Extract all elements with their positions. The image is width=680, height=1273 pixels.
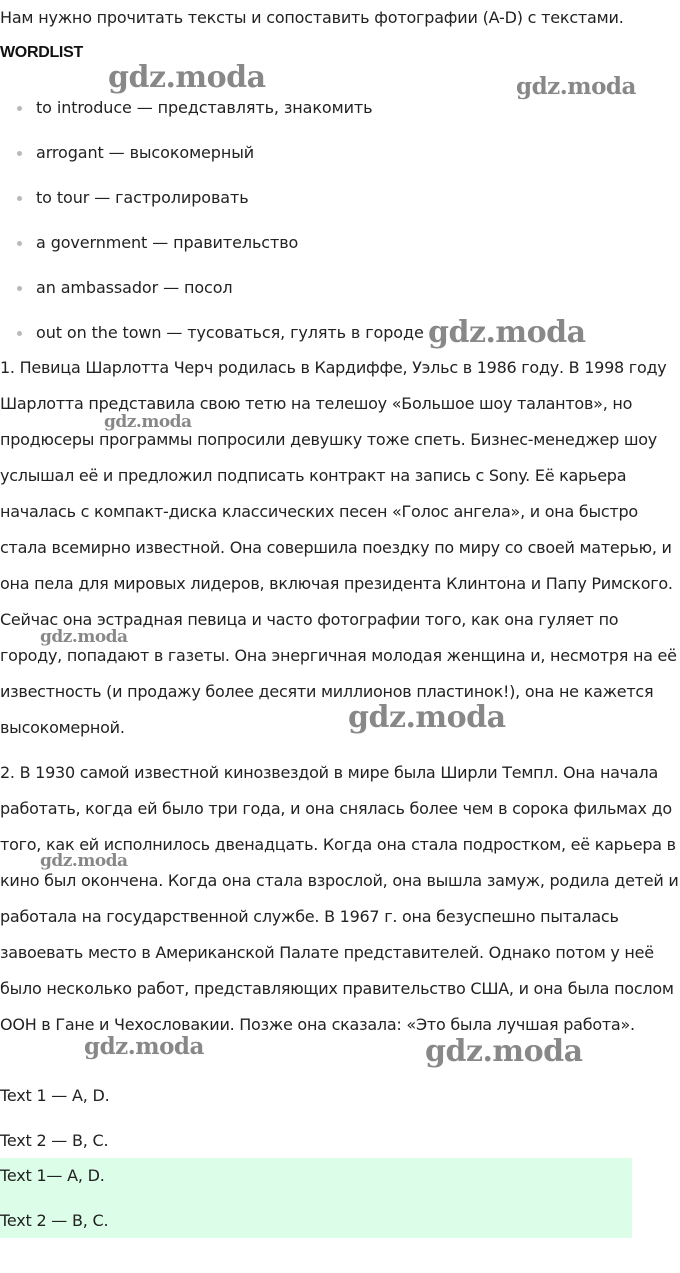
wordlist-item [0,139,424,184]
answer-text-1: Text 1 — A, D. [0,1086,110,1105]
wordlist-item [0,274,424,319]
wordlist-item-text: to introduce — представлять, знакомить [36,98,373,117]
highlighted-answer-text-1: Text 1— A, D. [0,1166,105,1185]
watermark-logo: gdz.moda [516,73,636,100]
watermark-logo: gdz.moda [108,60,266,95]
intro-text: Нам нужно прочитать тексты и сопоставить фотографии (A-D) с текстами. [0,8,624,27]
answer-text-2: Text 2 — B, C. [0,1131,109,1150]
wordlist-heading: WORDLIST [0,44,83,61]
bullet-icon [17,286,22,291]
watermark-logo: gdz.moda [348,700,506,735]
watermark-logo: gdz.moda [40,851,128,871]
highlighted-answer-text-2: Text 2 — B, C. [0,1211,109,1230]
watermark-logo: gdz.moda [425,1034,583,1069]
wordlist-item-text: a government — правительство [36,233,299,252]
wordlist-item [0,184,424,229]
wordlist-item [0,229,424,274]
text-2-paragraph: 2. В 1930 самой известной кинозвездой в мире была Ширли Темпл. Она начала работать, когда ей было три года, и она снялась более чем в сорока фильмах до того, как ей исполнилось двенадцать. Когда она стала подростком, её карьера в кино был окончена. Когда она стала взрослой, она вышла замуж, родила детей и работала на государственной службе. В 1967 г. она безуспешно пыталась завоевать место в Американской Палате представителей. Однако потом у неё было несколько работ, представляющих правительство США, и она была послом ООН в Гане и Чехословакии. Позже она сказала: «Это была лучшая работа». [0,763,679,1034]
watermark-logo: gdz.moda [84,1033,204,1060]
wordlist-item-text: out on the town — тусоваться, гулять в городе [36,323,424,342]
wordlist [0,94,424,364]
wordlist-item-text: an ambassador — посол [36,278,233,297]
text-1-paragraph: 1. Певица Шарлотта Черч родилась в Кардиффе, Уэльс в 1986 году. В 1998 году Шарлотта представила свою тетю на телешоу «Большое шоу талантов», но продюсеры программы попросили девушку тоже спеть. Бизнес-менеджер шоу услышал её и предложил подписать контракт на запись с Sony. Её карьера началась с компакт-диска классических песен «Голос ангела», и она быстро стала всемирно известной. Она совершила поездку по миру со своей матерью, и она пела для мировых лидеров, включая президента Клинтона и Папу Римского. Сейчас она эстрадная певица и часто фотографии того, как она гуляет по городу, попадают в газеты. Она энергичная молодая женщина и, несмотря на её известность (и продажу более десяти миллионов пластинок!), она не кажется высокомерной. [0,358,677,737]
watermark-logo: gdz.moda [40,627,128,647]
bullet-icon [17,196,22,201]
wordlist-item-text: arrogant — высокомерный [36,143,255,162]
bullet-icon [17,331,22,336]
watermark-logo: gdz.moda [104,412,192,432]
bullet-icon [17,151,22,156]
bullet-icon [17,241,22,246]
watermark-logo: gdz.moda [428,315,586,350]
wordlist-item-text: to tour — гастролировать [36,188,249,207]
bullet-icon [17,106,22,111]
wordlist-item [0,94,424,139]
